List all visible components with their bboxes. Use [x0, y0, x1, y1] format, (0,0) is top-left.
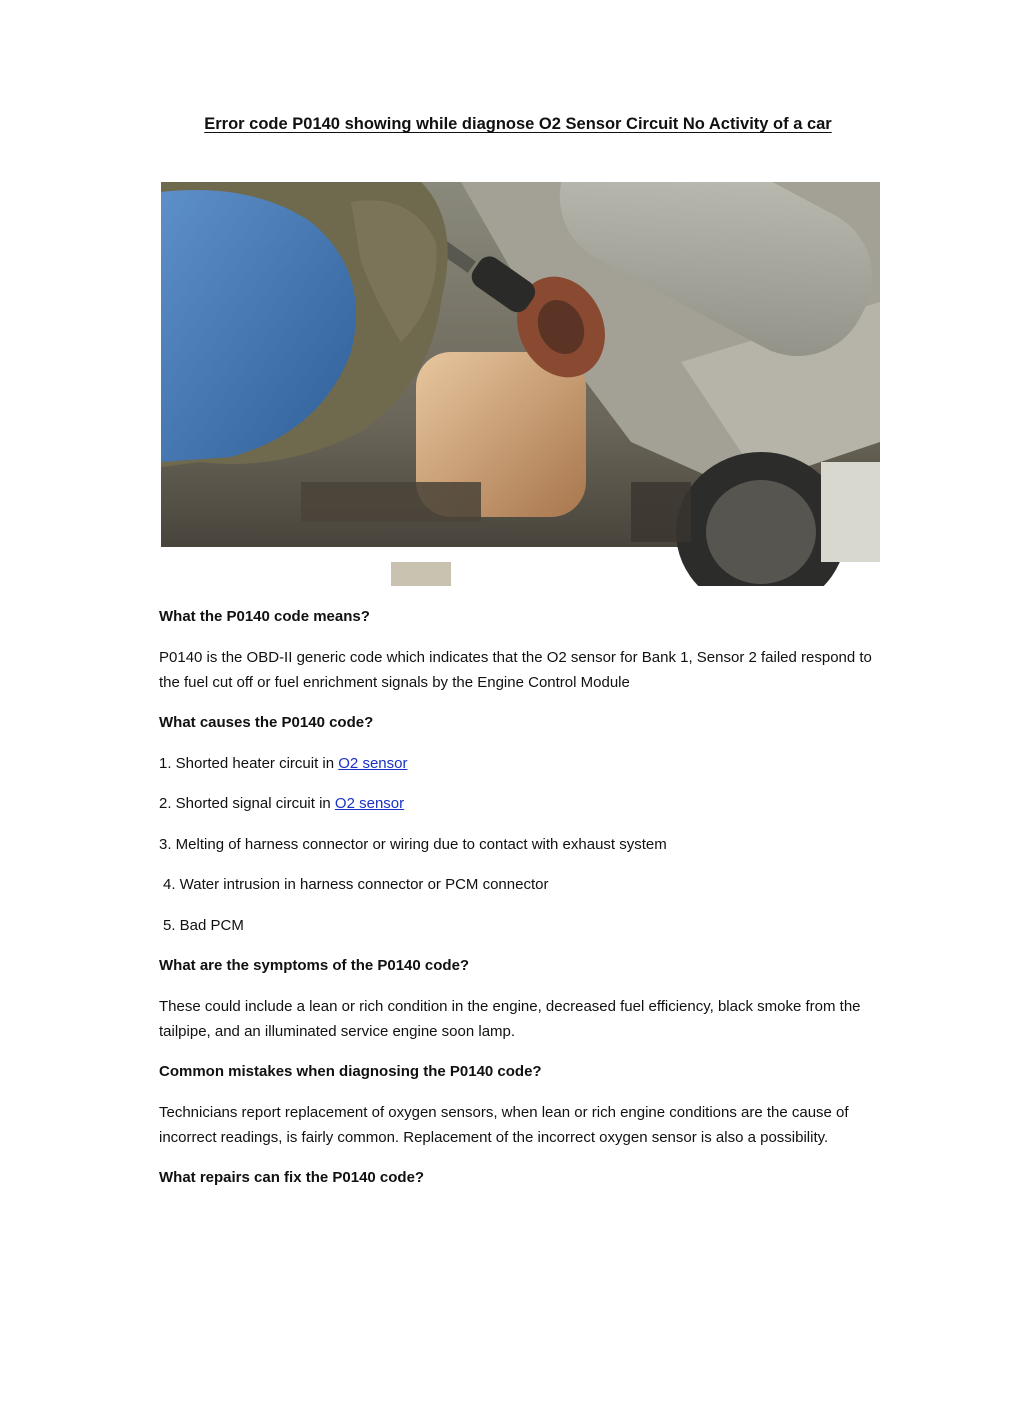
- o2-sensor-link-2[interactable]: O2 sensor: [334, 795, 405, 812]
- document-body: [159, 604, 879, 1206]
- section-body-mistakes: Technicians report replacement of oxygen sensors, when lean or rich engine conditions are the cause of incorrect readings, is fairly common. Replacement of the incorrect oxygen sensor is also a possibility.: [159, 1103, 849, 1146]
- cause-text-2: 2. Shorted signal circuit in: [159, 795, 335, 812]
- document-title: Error code P0140 showing while diagnose O2 Sensor Circuit No Activity of a car: [204, 115, 832, 133]
- section-heading-mistakes: Common mistakes when diagnosing the P0140 code?: [159, 1063, 542, 1080]
- cause-item-5: 5. Bad PCM: [163, 916, 244, 934]
- cause-item-4: 4. Water intrusion in harness connector or PCM connector: [163, 876, 549, 893]
- section-heading-causes: What causes the P0140 code?: [159, 714, 374, 731]
- section-heading-meaning: What the P0140 code means?: [159, 608, 370, 625]
- section-heading-symptoms: What are the symptoms of the P0140 code?: [159, 957, 470, 974]
- o2-sensor-link-1[interactable]: O2 sensor: [338, 754, 408, 772]
- section-heading-repairs: What repairs can fix the P0140 code?: [159, 1169, 425, 1186]
- cause-text-1: 1. Shorted heater circuit in: [159, 754, 339, 772]
- section-body-symptoms: These could include a lean or rich condition in the engine, decreased fuel efficiency, black smoke from the tailpipe, and an illuminated service engine soon lamp.: [159, 997, 861, 1040]
- section-body-meaning: P0140 is the OBD-II generic code which indicates that the O2 sensor for Bank 1, Sensor 2 failed respond to the fuel cut off or fuel enrichment signals by the Engine Control Module: [159, 648, 872, 691]
- cause-item-3: 3. Melting of harness connector or wiring due to contact with exhaust system: [159, 835, 667, 853]
- car-underside-photo: [161, 182, 880, 586]
- cause-item-1: [159, 751, 879, 776]
- cause-item-2: [159, 791, 879, 816]
